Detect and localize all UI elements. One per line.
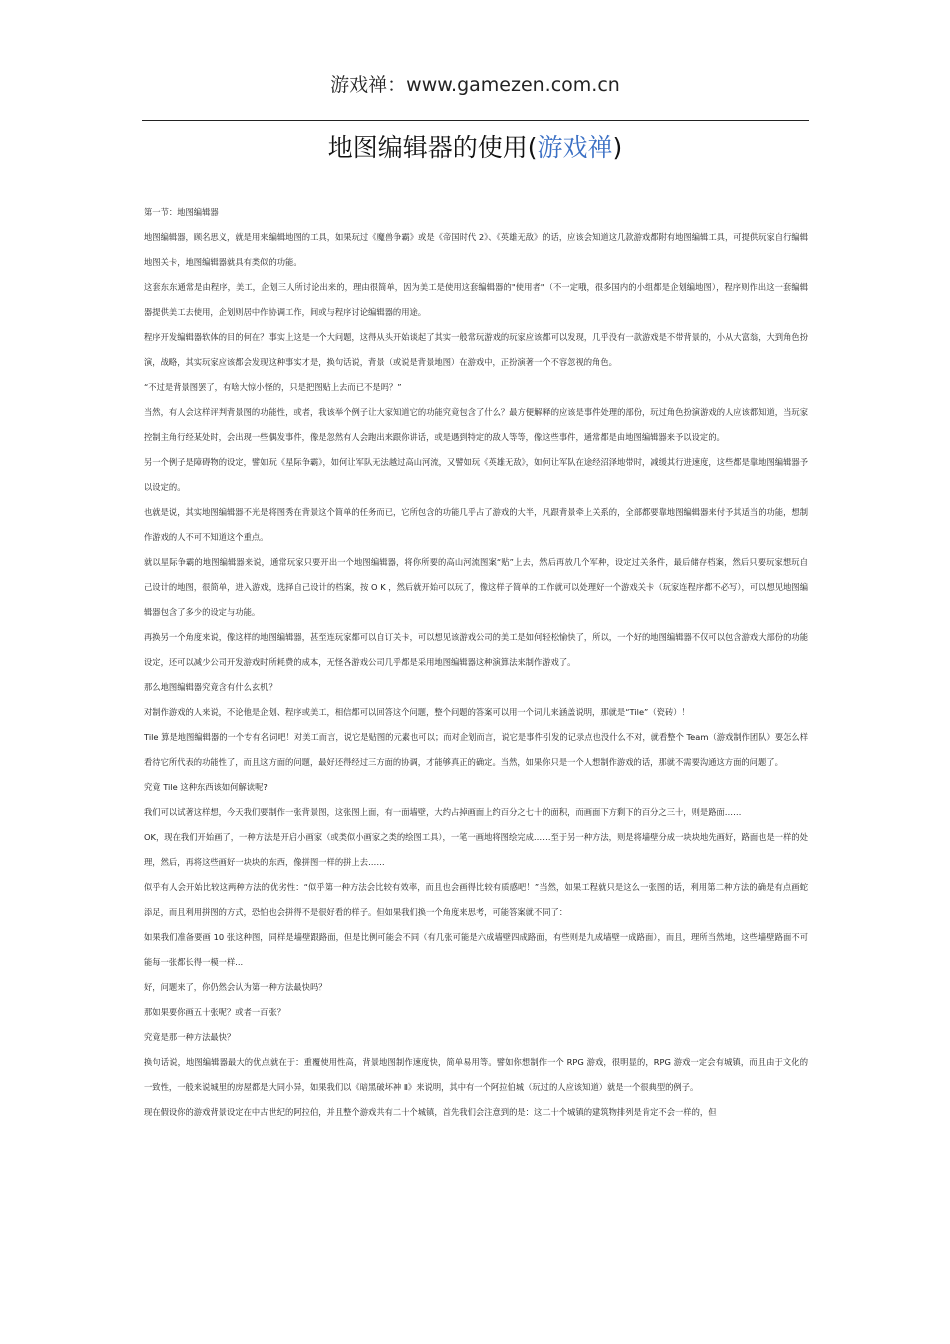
paragraph: 那么地图编辑器究竟含有什么玄机？	[144, 682, 277, 692]
header-divider	[142, 120, 809, 121]
paragraph: 另一个例子是障碍物的设定，譬如玩《星际争霸》，如何让军队无法越过高山河流，又譬如玩《英雄无敌》，如何让军队在途经沼泽地带时，减缓其行进速度，这些都是靠地图编辑器予以设定的。	[144, 457, 808, 492]
paragraph: Tile 算是地图编辑器的一个专有名词吧！对美工而言，说它是贴图的元素也可以；而对企划而言，说它是事件引发的记录点也没什么不对，就看整个 Team（游戏制作团队）要怎么样看待它所代表的功能性了，而且这方面的问题，最好还得经过三方面的协调，才能够真正的确定。当然，如果你只是一个人想制作游戏的话，那就不需要沟通这方面的问题了。	[144, 732, 809, 767]
section-heading: 第一节：地图编辑器	[144, 207, 219, 217]
paragraph: 就以星际争霸的地图编辑器来说，通常玩家只要开出一个地图编辑器，将你所要的高山河流图案“贴”上去，然后再放几个军种，设定过关条件，最后储存档案，然后只要玩家想玩自己设计的地图，很简单，进入游戏，选择自己设计的档案，按 O K ，然后就开始可以玩了，像这样子简单的工作就可以处理好一个游戏关卡（玩家连程序都不必写），可以想见地图编辑器包含了多少的设定与功能。	[144, 557, 808, 617]
paragraph: 究竟 Tile 这种东西该如何解读呢?	[144, 782, 268, 792]
article-body	[144, 200, 808, 1125]
paragraph: 现在假设你的游戏背景设定在中古世纪的阿拉伯，并且整个游戏共有二十个城镇，首先我们会注意到的是：这二十个城镇的建筑物排列是肯定不会一样的，但	[144, 1107, 717, 1117]
paragraph: OK，现在我们开始画了，一种方法是开启小画家（或类似小画家之类的绘图工具），一笔一画地将图绘完成……至于另一种方法，则是将墙壁分成一块块地先画好，路面也是一样的处理，然后，再将这些画好一块块的东西，像拼图一样的拼上去……	[144, 832, 808, 867]
paragraph: 那如果要你画五十张呢？或者一百张？	[144, 1007, 286, 1017]
title-accent-link[interactable]: 游戏禅	[537, 133, 613, 162]
title-main: 地图编辑器的使用(	[327, 133, 538, 162]
paragraph: 换句话说，地图编辑器最大的优点就在于：重覆使用性高，背景地图制作速度快，简单易用等。譬如你想制作一个 RPG 游戏，很明显的，RPG 游戏一定会有城镇，而且由于文化的一致性，一般来说城里的房屋都是大同小异，如果我们以《暗黑破坏神 Ⅱ》来说明，其中有一个阿拉伯城（玩过的人应该知道）就是一个很典型的例子。	[144, 1057, 808, 1092]
paragraph: 我们可以试著这样想，今天我们要制作一张背景图，这张图上面，有一面墙壁，大约占掉画面上约百分之七十的面积，而画面下方剩下的百分之三十，则是路面……	[144, 807, 742, 817]
title-close: )	[612, 133, 623, 162]
paragraph: 如果我们准备要画 10 张这种图，同样是墙壁跟路面，但是比例可能会不同（有几张可能是六成墙壁四成路面，有些则是九成墙壁一成路面），而且，理所当然地，这些墙壁路面不可能每一张都长得一模一样...	[144, 932, 808, 967]
paragraph: 好，问题来了，你仍然会认为第一种方法最快吗？	[144, 982, 327, 992]
paragraph: 对制作游戏的人来说，不论他是企划、程序或美工，相信都可以回答这个问题，整个问题的答案可以用一个词儿来涵盖说明，那就是“Tile”（瓷砖）！	[144, 707, 690, 717]
paragraph: 当然，有人会这样评判背景图的功能性，或者，我该举个例子让大家知道它的功能究竟包含了什么？最方便解释的应该是事件处理的部份，玩过角色扮演游戏的人应该都知道，当玩家控制主角行经某处时，会出现一些偶发事件，像是忽然有人会跑出来跟你讲话，或是遇到特定的敌人等等，像这些事件，通常都是由地图编辑器来予以设定的。	[144, 407, 808, 442]
paragraph: 似乎有人会开始比较这两种方法的优劣性：“似乎第一种方法会比较有效率，而且也会画得比较有质感吧！”当然，如果工程就只是这么一张图的话，利用第二种方法的确是有点画蛇添足，而且利用拼图的方式，恐怕也会拼得不是很好看的样子。但如果我们换一个角度来思考，可能答案就不同了：	[144, 882, 808, 917]
paragraph: 究竟是那一种方法最快？	[144, 1032, 236, 1042]
site-header: 游戏禅：www.gamezen.com.cn	[330, 74, 620, 96]
paragraph: 再换另一个角度来说，像这样的地图编辑器，甚至连玩家都可以自订关卡，可以想见该游戏公司的美工是如何轻松愉快了，所以，一个好的地图编辑器不仅可以包含游戏大部份的功能设定，还可以减少公司开发游戏时所耗费的成本，无怪各游戏公司几乎都是采用地图编辑器这种演算法来制作游戏了。	[144, 632, 808, 667]
paragraph: 程序开发编辑器软体的目的何在？事实上这是一个大问题，这得从头开始谈起了其实一般常玩游戏的玩家应该都可以发现，几乎没有一款游戏是不带背景的，小从大富翁，大到角色扮演，战略，其实玩家应该都会发现这种事实才是，换句话说，背景（或说是背景地图）在游戏中，正扮演著一个不容忽视的角色。	[144, 332, 808, 367]
paragraph: 这套东东通常是由程序，美工，企划三人所讨论出来的，理由很简单，因为美工是使用这套编辑器的"使用者"（不一定哦，很多国内的小组都是企划编地图），程序则作出这一套编辑器提供美工去使用，企划则居中作协调工作，间或与程序讨论编辑器的用途。	[144, 282, 808, 317]
paragraph: 也就是说，其实地图编辑器不光是将图秀在背景这个简单的任务而已，它所包含的功能几乎占了游戏的大半，凡跟背景牵上关系的，全部都要靠地图编辑器来付予其适当的功能，想制作游戏的人不可不知道这个重点。	[144, 507, 808, 542]
paragraph: 地图编辑器，顾名思义，就是用来编辑地图的工具，如果玩过《魔兽争霸》或是《帝国时代 2》、《英雄无敌》的话，应该会知道这几款游戏都附有地图编辑工具，可提供玩家自行编辑地图关卡，地图编辑器就具有类似的功能。	[144, 232, 808, 267]
quote-paragraph: “不过是背景图罢了，有啥大惊小怪的，只是把图贴上去而已不是吗？”	[144, 382, 402, 392]
page-title	[0, 128, 950, 164]
